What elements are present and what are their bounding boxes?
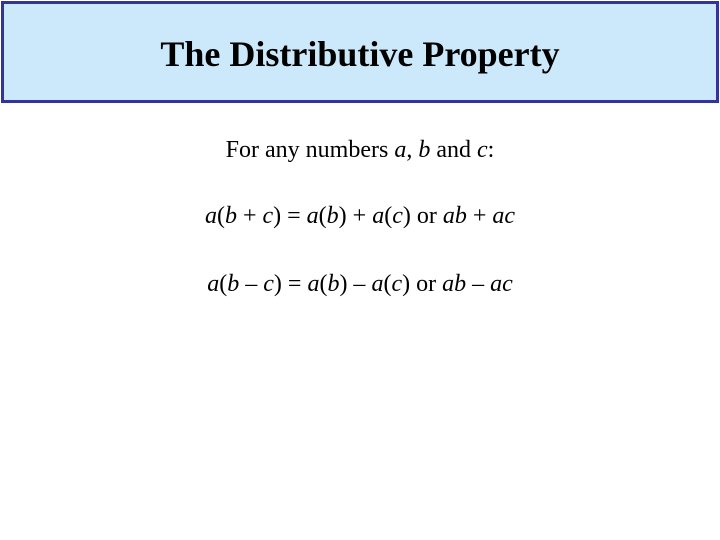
formula-symbol: ( [318,203,327,229]
formula-term: ab [442,271,467,297]
variable-b: b [418,137,431,163]
formula-term: a [371,271,384,297]
variable-c: c [476,137,488,163]
formula-symbol: ) – [339,271,372,297]
intro-statement [0,136,720,164]
formula-symbol: ) or [402,203,443,229]
intro-text: For any numbers [225,137,395,163]
formula-term: a [306,203,319,229]
formula-symbol: ) or [402,271,443,297]
formula-term: b [327,271,340,297]
formula-symbol: ( [219,271,228,297]
formula-subtraction [0,270,720,298]
formula-term: c [263,271,274,297]
formula-term: a [204,203,217,229]
title-banner [1,1,719,103]
formula-term: ab [442,203,467,229]
formula-symbol: ( [319,271,328,297]
formula-term: c [391,271,403,297]
formula-term: c [262,203,274,229]
formula-symbol: + [236,203,263,229]
slide-title: The Distributive Property [160,34,560,74]
formula-term: a [307,271,320,297]
formula-term: a [372,203,385,229]
intro-separator: , [406,137,419,163]
formula-term: b [227,271,240,297]
formula-symbol: ) = [273,271,308,297]
formula-term: ac [492,203,516,229]
formula-symbol: – [466,271,491,297]
formula-term: c [392,203,403,229]
formula-symbol: – [239,271,264,297]
formula-term: ac [490,271,513,297]
formula-symbol: ) + [338,203,373,229]
formula-symbol: ( [383,271,392,297]
formula-term: b [326,203,339,229]
variable-a: a [394,137,407,163]
formula-term: b [224,203,237,229]
formula-symbol: ( [216,203,225,229]
intro-conjunction: and [430,137,477,163]
intro-colon: : [487,137,495,163]
formula-addition [0,202,720,230]
formula-symbol: + [466,203,493,229]
formula-symbol: ( [384,203,393,229]
formula-term: a [207,271,220,297]
formula-symbol: ) = [273,203,307,229]
